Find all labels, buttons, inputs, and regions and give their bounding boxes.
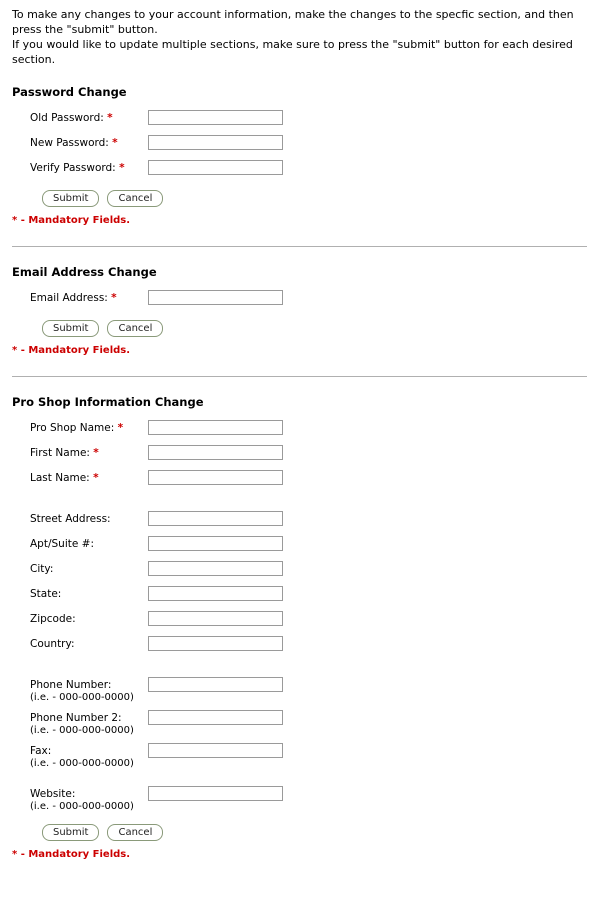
label-phone-number-2-text: Phone Number 2:	[30, 712, 122, 725]
label-fax-text: Fax:	[30, 745, 52, 758]
label-pro-shop-name	[30, 419, 148, 435]
divider-1	[12, 246, 587, 247]
field-row-country	[30, 635, 588, 660]
field-row-apt-suite	[30, 535, 588, 560]
label-pro-shop-name-text: Pro Shop Name:	[30, 422, 115, 435]
city-input[interactable]	[148, 561, 283, 576]
pro-shop-fields	[30, 419, 588, 818]
label-apt-suite	[30, 535, 148, 551]
field-row-old-password	[30, 109, 588, 134]
field-row-state	[30, 585, 588, 610]
email-address-input[interactable]	[148, 290, 283, 305]
intro-line-2: If you would like to update multiple sections, make sure to press the "submit" button for each desired section.	[12, 37, 573, 66]
required-marker: *	[93, 447, 99, 460]
field-row-new-password	[30, 134, 588, 159]
label-fax	[30, 742, 148, 770]
pro-shop-submit-button[interactable]: Submit	[42, 824, 99, 841]
new-password-input[interactable]	[148, 135, 283, 150]
pro-shop-mandatory-note: * - Mandatory Fields.	[12, 849, 131, 861]
required-marker: *	[119, 162, 125, 175]
website-input[interactable]	[148, 786, 283, 801]
phone-number-input[interactable]	[148, 677, 283, 692]
first-name-input[interactable]	[148, 445, 283, 460]
label-first-name	[30, 444, 148, 460]
label-state	[30, 585, 148, 601]
phone-number-hint: (i.e. - 000-000-0000)	[30, 692, 134, 704]
apt-suite-input[interactable]	[148, 536, 283, 551]
label-website-text: Website:	[30, 788, 76, 801]
required-marker: *	[107, 112, 113, 125]
pro-shop-name-input[interactable]	[148, 420, 283, 435]
phone-number-2-input[interactable]	[148, 710, 283, 725]
label-verify-password-text: Verify Password:	[30, 162, 116, 175]
last-name-input[interactable]	[148, 470, 283, 485]
field-row-last-name	[30, 469, 588, 494]
section-title-pro-shop: Pro Shop Information Change	[12, 395, 204, 410]
label-new-password-text: New Password:	[30, 137, 109, 150]
label-zipcode	[30, 610, 148, 626]
section-title-email: Email Address Change	[12, 265, 157, 280]
website-hint: (i.e. - 000-000-0000)	[30, 801, 134, 813]
label-country	[30, 635, 148, 651]
pro-shop-cancel-button[interactable]: Cancel	[107, 824, 163, 841]
intro-line-1: To make any changes to your account information, make the changes to the specfic section, and then press the "submit" button.	[12, 8, 574, 36]
verify-password-input[interactable]	[148, 160, 283, 175]
label-phone-number-2	[30, 709, 148, 737]
zipcode-input[interactable]	[148, 611, 283, 626]
label-street-address	[30, 510, 148, 526]
spacer-address	[30, 494, 588, 510]
spacer-contact	[30, 660, 588, 676]
section-pro-shop-change	[12, 395, 588, 860]
field-row-zipcode	[30, 610, 588, 635]
field-row-first-name	[30, 444, 588, 469]
email-fields	[30, 289, 588, 314]
field-row-verify-password	[30, 159, 588, 184]
label-apt-suite-text: Apt/Suite #:	[30, 538, 94, 551]
required-marker: *	[112, 137, 118, 150]
label-verify-password	[30, 159, 148, 175]
label-old-password-text: Old Password:	[30, 112, 104, 125]
password-cancel-button[interactable]: Cancel	[107, 190, 163, 207]
old-password-input[interactable]	[148, 110, 283, 125]
label-first-name-text: First Name:	[30, 447, 90, 460]
email-mandatory-note: * - Mandatory Fields.	[12, 345, 131, 357]
street-address-input[interactable]	[148, 511, 283, 526]
pro-shop-button-row	[42, 824, 588, 841]
field-row-street-address	[30, 510, 588, 535]
email-cancel-button[interactable]: Cancel	[107, 320, 163, 337]
field-row-city	[30, 560, 588, 585]
email-button-row	[42, 320, 588, 337]
phone-number-2-hint: (i.e. - 000-000-0000)	[30, 725, 134, 737]
field-row-pro-shop-name	[30, 419, 588, 444]
section-title-password: Password Change	[12, 85, 127, 100]
label-zipcode-text: Zipcode:	[30, 613, 76, 626]
fax-hint: (i.e. - 000-000-0000)	[30, 758, 134, 770]
label-phone-number-text: Phone Number:	[30, 679, 112, 692]
required-marker: *	[93, 472, 99, 485]
password-fields	[30, 109, 588, 184]
label-phone-number	[30, 676, 148, 704]
label-old-password	[30, 109, 148, 125]
field-row-website	[30, 785, 588, 818]
field-row-phone-number-2	[30, 709, 588, 742]
fax-input[interactable]	[148, 743, 283, 758]
spacer-website	[30, 775, 588, 785]
password-button-row	[42, 190, 588, 207]
label-new-password	[30, 134, 148, 150]
password-mandatory-note: * - Mandatory Fields.	[12, 215, 131, 227]
state-input[interactable]	[148, 586, 283, 601]
label-city	[30, 560, 148, 576]
label-street-address-text: Street Address:	[30, 513, 111, 526]
label-email-address	[30, 289, 148, 305]
section-password-change	[12, 85, 588, 226]
label-city-text: City:	[30, 563, 54, 576]
required-marker: *	[117, 422, 124, 435]
label-last-name-text: Last Name:	[30, 472, 90, 485]
divider-2	[12, 376, 587, 377]
intro-text	[12, 8, 588, 67]
password-submit-button[interactable]: Submit	[42, 190, 99, 207]
required-marker: *	[111, 292, 117, 305]
section-email-change	[12, 265, 588, 356]
label-last-name	[30, 469, 148, 485]
field-row-fax	[30, 742, 588, 775]
email-submit-button[interactable]: Submit	[42, 320, 99, 337]
country-input[interactable]	[148, 636, 283, 651]
label-email-address-text: Email Address:	[30, 292, 108, 305]
label-state-text: State:	[30, 588, 62, 601]
field-row-email-address	[30, 289, 588, 314]
label-country-text: Country:	[30, 638, 75, 651]
field-row-phone-number	[30, 676, 588, 709]
label-website	[30, 785, 148, 813]
